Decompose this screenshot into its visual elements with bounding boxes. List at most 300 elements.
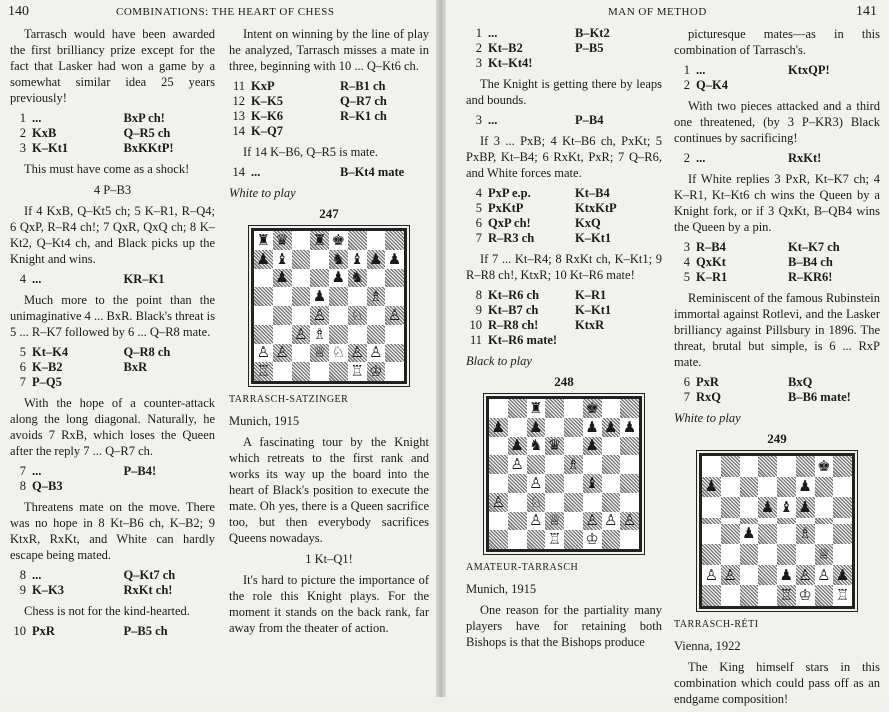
black-move: Q–R7 ch [340,94,387,108]
board-square [583,512,602,531]
board-square [292,269,311,288]
move-number: 7 [475,231,482,245]
board-square [527,512,546,531]
black-rook-icon: ♜ [312,230,327,249]
black-pawn-icon: ♟ [529,417,543,436]
white-pawn-icon: ♙ [622,511,637,530]
board-square [329,306,348,325]
board-square [273,231,292,250]
board-square [508,474,527,493]
board-square [758,565,777,586]
white-move: PxP e.p. [488,186,531,200]
move-number: 14 [232,124,245,138]
white-rook-icon: ♖ [779,586,794,605]
board-square [620,474,639,493]
black-move [575,56,662,71]
board-square [602,493,621,512]
board-square [292,344,311,363]
move-number: 5 [683,270,690,284]
black-king-icon: ♚ [817,456,831,475]
board-square [833,585,852,606]
move-number: 7 [19,464,26,478]
board-square [367,362,386,381]
paragraph: If 3 ... PxB; 4 Kt–B6 ch, PxKt; 5 PxBP, Kt–B4; 6 RxKt, PxR; 7 Q–R6, and White forces mate. [466,134,662,180]
board-square [602,530,621,549]
board-square [702,497,721,518]
board-square [385,362,404,381]
board-square [620,512,639,531]
board-square [508,399,527,418]
board-square [815,544,834,565]
black-move: Kt–B4 [575,186,610,200]
black-move: B–B6 mate! [788,390,851,404]
board-square [348,344,367,363]
white-move: QxP ch! [488,216,531,230]
board-square [702,544,721,565]
board-square [273,250,292,269]
board-square [310,325,329,344]
board-square [583,455,602,474]
board-square [292,231,311,250]
black-queen-icon: ♛ [547,436,562,455]
white-queen-icon: ♕ [547,511,562,530]
board-square [329,287,348,306]
white-move: ... [696,63,706,77]
white-pawn-icon: ♙ [312,305,327,324]
page-number: 140 [8,4,29,19]
board-square [273,362,292,381]
black-move: Kt–K7 ch [788,240,840,254]
board-square [310,269,329,288]
board-square [564,512,583,531]
board-square [620,437,639,456]
move-list [466,288,662,348]
board-square [758,456,777,477]
board-square [508,530,527,549]
move-number: 13 [232,109,245,123]
white-move: R–B4 [696,240,726,254]
black-rook-icon: ♜ [256,230,271,249]
black-move [340,124,429,139]
board-square [740,565,759,586]
board-square [796,477,815,498]
board-square [602,399,621,418]
white-bishop-icon: ♗ [312,324,327,343]
move-number: 2 [19,126,26,140]
board-square [273,344,292,363]
black-pawn-icon: ♟ [275,268,289,287]
black-move: B–Kt2 [575,26,610,40]
board-square [721,544,740,565]
board-square [385,306,404,325]
board-square [583,437,602,456]
board-square [273,325,292,344]
board-square [796,565,815,586]
board-square [833,524,852,545]
move-number: 9 [475,303,482,317]
board-square [815,585,834,606]
game-players: TARRASCH-SATZINGER [229,394,349,405]
black-move [575,333,662,348]
board-square [329,250,348,269]
board-square [702,585,721,606]
white-queen-icon: ♕ [817,544,831,563]
black-move: R–KR6! [788,270,833,284]
paragraph: Reminiscent of the famous Rubinstein immortal against Rotlevi, and the Lasker brilliancy against Pillsbury in 1896. The threat, brutal but simple, is 6 ... RxP mate. [674,291,880,369]
board-square [721,456,740,477]
board-square [758,544,777,565]
white-move: ... [488,113,498,127]
paragraph: A fascinating tour by the Knight which retreats to the first rank and works its way up the board into the heart of Black's position to execute the mate. Oh yes, there is a Queen sacrifice too, but then everybody sacrifices Queens nowadays. [229,435,429,545]
black-bishop-icon: ♝ [275,249,289,268]
move-number: 10 [13,624,26,638]
left-page [0,0,438,697]
board-square [721,497,740,518]
white-pawn-icon: ♙ [529,511,543,530]
move-number: 6 [19,360,26,374]
board-square [292,250,311,269]
chess-board [486,396,642,552]
board-square [367,269,386,288]
white-pawn-icon: ♙ [275,343,289,362]
white-move: K–K5 [251,94,283,108]
black-pawn-icon: ♟ [256,249,271,268]
board-square [620,399,639,418]
board-square [796,544,815,565]
paragraph: Threatens mate on the move. There was no hope in 8 Kt–B6 ch, K–B2; 9 KtxR, RxKt, and White can hardly escape being mated. [10,500,215,562]
move-number: 7 [19,375,26,389]
text-column [229,26,429,641]
black-pawn-icon: ♟ [604,417,618,436]
board-square [527,474,546,493]
move-number: 8 [475,288,482,302]
board-square [348,306,367,325]
move-number: 5 [475,201,482,215]
board-square [777,524,796,545]
board-square [348,325,367,344]
board-square [777,456,796,477]
move-number: 7 [683,390,690,404]
move-number: 3 [19,141,26,155]
paragraph: If 4 KxB, Q–Kt5 ch; 5 K–R1, R–Q4; 6 QxP, R–R4 ch!; 7 QxR, QxQ ch; 8 K–Kt2, Q–Kt4 ch, and Black picks up the Knight and wins. [10,204,215,266]
board-square [489,418,508,437]
board-square [702,477,721,498]
move-list [674,240,880,285]
white-rook-icon: ♖ [350,362,364,381]
board-square [702,565,721,586]
board-square [310,287,329,306]
black-move [788,78,880,93]
board-square [273,287,292,306]
white-pawn-icon: ♙ [350,343,364,362]
board-square [564,437,583,456]
white-pawn-icon: ♙ [723,565,737,584]
move-number: 4 [19,272,26,286]
black-pawn-icon: ♟ [760,498,775,517]
board-square [310,250,329,269]
board-square [740,456,759,477]
paragraph: Tarrasch would have been awarded the first brilliancy prize except for the fact that Lasker had won a game by a somewhat similar idea 25 years previously! [10,27,215,105]
white-move: Q–B3 [32,479,63,493]
white-rook-icon: ♖ [547,530,562,549]
centered-move: 4 P–B3 [93,183,132,197]
move-number: 6 [683,375,690,389]
board-square [602,474,621,493]
white-king-icon: ♔ [585,530,599,549]
black-move: P–B4 [575,113,604,127]
chess-board [699,453,855,609]
black-move: B–Kt4 mate [340,165,405,179]
board-square [702,524,721,545]
board-square [564,399,583,418]
board-square [620,530,639,549]
move-list [10,345,215,390]
board-square [545,512,564,531]
white-move: ... [32,568,42,582]
board-square [329,269,348,288]
black-pawn-icon: ♟ [510,436,524,455]
black-move: K–R1 [575,288,607,302]
white-king-icon: ♔ [798,586,812,605]
black-pawn-icon: ♟ [331,268,346,287]
board-square [740,585,759,606]
paragraph: Much more to the point than the unimaginative 4 ... BxR. Black's threat is 5 ... R–K7 followed by 6 ... Q–R8 mate. [10,293,215,339]
board-square [583,474,602,493]
board-square [583,493,602,512]
move-number: 3 [475,56,482,70]
board-square [310,362,329,381]
board-square [310,344,329,363]
move-number: 6 [475,216,482,230]
black-pawn-icon: ♟ [742,524,756,543]
white-move: K–K6 [251,109,283,123]
diagram-caption: White to play [229,186,296,200]
board-square [740,497,759,518]
board-square [489,512,508,531]
board-square [564,455,583,474]
paragraph: One reason for the partiality many players have for retaining both Bishops is that the Bishops produce [466,603,662,649]
white-move: R–R3 ch [488,231,535,245]
game-event: Vienna, 1922 [674,639,741,653]
board-square [292,287,311,306]
black-move: BxQ [788,375,813,389]
board-square [254,344,273,363]
text-column [10,26,215,644]
board-square [385,344,404,363]
white-pawn-icon: ♙ [369,343,383,362]
board-square [367,231,386,250]
move-number: 3 [683,240,690,254]
board-square [777,565,796,586]
diagram-number: 249 [767,431,787,446]
board-square [273,306,292,325]
white-move: QxKt [696,255,726,269]
move-number: 9 [19,583,26,597]
board-square [758,477,777,498]
black-move: BxP ch! [123,111,165,125]
black-move: KtxQP! [788,63,830,77]
board-square [583,399,602,418]
paragraph: picturesque mates—as in this combination of Tarrasch's. [674,27,880,57]
text-column [466,26,662,655]
board-square [348,231,367,250]
black-king-icon: ♚ [585,398,599,417]
board-square [489,437,508,456]
white-queen-icon: ♕ [312,343,327,362]
board-square [545,530,564,549]
black-pawn-icon: ♟ [622,417,637,436]
board-square [254,287,273,306]
black-move: KxQ [575,216,601,230]
black-pawn-icon: ♟ [312,287,327,306]
white-bishop-icon: ♗ [369,287,383,306]
white-move: Kt–R6 mate! [488,333,558,347]
move-list [674,151,880,166]
black-pawn-icon: ♟ [387,249,402,268]
board-square [508,493,527,512]
white-move: Kt–R6 ch [488,288,540,302]
board-square [329,231,348,250]
board-square [489,474,508,493]
board-square [583,418,602,437]
paragraph: If 7 ... Kt–R4; 8 RxKt ch, K–Kt1; 9 R–R8 ch!, KtxR; 10 Kt–R6 mate! [466,252,662,282]
move-list [10,272,215,287]
board-square [545,493,564,512]
white-pawn-icon: ♙ [585,511,599,530]
diagram-caption: Black to play [466,354,532,368]
board-square [254,269,273,288]
black-bishop-icon: ♝ [779,498,794,517]
white-knight-icon: ♘ [350,305,364,324]
board-square [385,325,404,344]
black-queen-icon: ♛ [275,230,289,249]
paragraph: The King himself stars in this combination which could pass off as an endgame composition! [674,660,880,706]
board-square [310,231,329,250]
right-page [446,0,889,706]
white-move: K–B2 [32,360,63,374]
move-list [466,113,662,128]
board-square [310,306,329,325]
move-number: 1 [475,26,482,40]
black-move: RxKt ch! [123,583,173,597]
board-square [348,269,367,288]
board-square [348,250,367,269]
white-move: P–Q5 [32,375,62,389]
move-number: 8 [19,568,26,582]
black-pawn-icon: ♟ [585,436,599,455]
move-list [10,624,215,639]
board-square [564,493,583,512]
board-square [602,437,621,456]
move-number: 3 [475,113,482,127]
board-square [796,497,815,518]
black-pawn-icon: ♟ [704,477,719,496]
white-move: K–R1 [696,270,728,284]
white-pawn-icon: ♙ [387,305,402,324]
black-move [124,479,216,494]
black-move: K–Kt1 [575,303,612,317]
board-square [385,269,404,288]
board-square [602,455,621,474]
black-pawn-icon: ♟ [585,417,599,436]
board-square [254,231,273,250]
board-square [721,477,740,498]
black-move: BxR [123,360,148,374]
diagram-number: 248 [554,374,574,389]
white-pawn-icon: ♙ [798,565,812,584]
white-move: PxR [696,375,719,389]
move-number: 2 [683,151,690,165]
text-column [674,26,880,712]
white-pawn-icon: ♙ [604,511,618,530]
board-square [367,287,386,306]
white-move: K–K3 [32,583,64,597]
white-rook-icon: ♖ [256,362,271,381]
black-move: Q–R5 ch [123,126,171,140]
white-bishop-icon: ♗ [798,524,812,543]
move-number: 11 [469,333,482,347]
move-number: 14 [232,165,245,179]
move-number: 10 [469,318,482,332]
white-rook-icon: ♖ [835,586,850,605]
game-event: Munich, 1915 [466,582,537,596]
board-square [489,455,508,474]
move-number: 1 [683,63,690,77]
board-square [329,362,348,381]
board-square [721,565,740,586]
board-square [815,477,834,498]
white-move: R–R8 ch! [488,318,539,332]
board-square [777,477,796,498]
white-move: ... [32,272,42,286]
board-square [348,287,367,306]
move-number: 4 [475,186,482,200]
board-square [385,231,404,250]
game-event: Munich, 1915 [229,414,300,428]
board-square [740,477,759,498]
move-list [466,26,662,71]
board-square [273,269,292,288]
centered-move: 1 Kt–Q1! [305,552,353,566]
white-move: Q–K4 [696,78,728,92]
move-number: 5 [19,345,26,359]
board-square [367,250,386,269]
board-square [564,418,583,437]
white-pawn-icon: ♙ [294,324,308,343]
board-square [796,524,815,545]
black-pawn-icon: ♟ [798,498,812,517]
game-players: TARRASCH-RÉTI [674,619,759,630]
black-bishop-icon: ♝ [585,473,599,492]
game-players: AMATEUR-TARRASCH [466,562,579,573]
board-square [348,362,367,381]
black-move [124,375,216,390]
black-pawn-icon: ♟ [779,565,794,584]
board-square [620,455,639,474]
black-pawn-icon: ♟ [798,477,812,496]
board-square [527,418,546,437]
black-knight-icon: ♞ [529,436,543,455]
move-list [466,186,662,246]
paragraph: If 14 K–B6, Q–R5 is mate. [243,145,379,159]
paragraph: With the hope of a counter-attack along the long diagonal. Naturally, he avoids 7 RxB, which loses the Queen after the reply 7 ... Q–R7 ch. [10,396,215,458]
board-square [602,512,621,531]
white-king-icon: ♔ [369,362,383,381]
white-move: ... [488,26,498,40]
board-square [564,474,583,493]
board-square [564,530,583,549]
move-list [674,63,880,93]
